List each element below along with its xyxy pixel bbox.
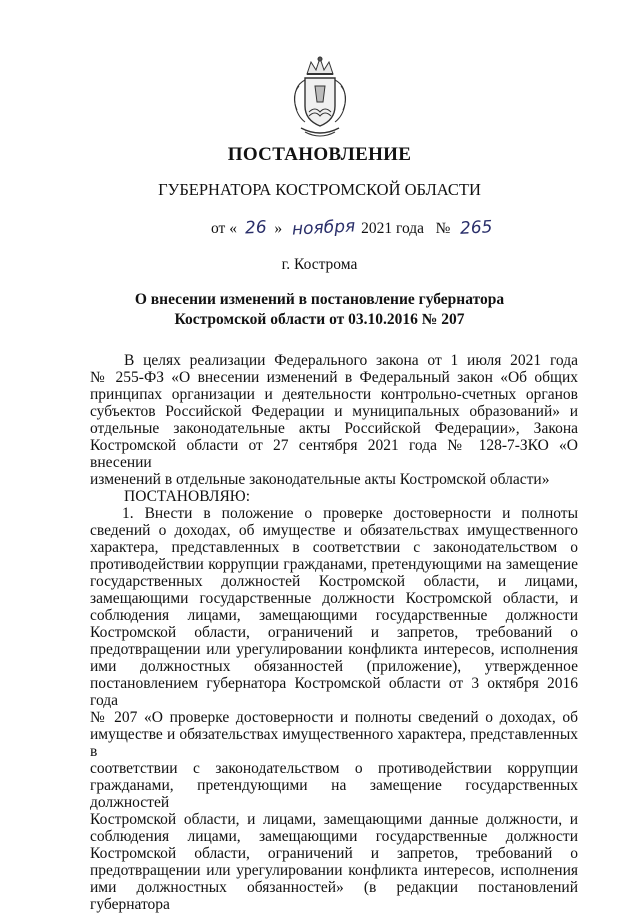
- handwritten-number: 265: [459, 217, 494, 239]
- heading-line: О внесении изменений в постановление губернатора: [134, 291, 505, 308]
- body-line: гражданами, претендующими на замещение государственных должностей: [90, 777, 578, 811]
- body-line: государственных должностей Костромской области, и лицами,: [90, 573, 578, 590]
- document-body: [90, 352, 578, 913]
- city-line: г. Кострома: [281, 256, 358, 273]
- body-line: принципах организации и деятельности контрольно-счетных органов: [90, 386, 578, 403]
- body-line: ими должностных обязанностей» (в редакции постановлений губернатора: [90, 879, 578, 913]
- body-line: № 207 «О проверке достоверности и полноты сведений о доходах, об: [90, 709, 578, 726]
- date-year: 2021 года: [361, 220, 425, 237]
- body-line: имуществе и обязательствах имущественного характера, представленных в: [90, 726, 578, 760]
- body-line: предотвращении или урегулировании конфликта интересов, исполнения: [90, 641, 578, 658]
- body-line: ими должностных обязанностей (приложение), утвержденное: [90, 658, 578, 675]
- body-line: В целях реализации Федерального закона от 1 июля 2021 года: [124, 352, 578, 369]
- body-line: № 255-ФЗ «О внесении изменений в Федеральный закон «Об общих: [90, 369, 578, 386]
- body-line: постановлением губернатора Костромской области от 3 октября 2016 года: [90, 675, 578, 709]
- body-line: предотвращении или урегулировании конфликта интересов, исполнения: [90, 862, 578, 879]
- document-title: ПОСТАНОВЛЕНИЕ: [227, 144, 412, 165]
- body-line: ПОСТАНОВЛЯЮ:: [124, 488, 251, 505]
- body-line: 1. Внести в положение о проверке достоверности и полноты: [122, 505, 578, 522]
- heading-line: Костромской области от 03.10.2016 № 207: [174, 311, 465, 328]
- body-line: соблюдения лицами, замещающими государственные должности: [90, 607, 578, 624]
- body-line: изменений в отдельные законодательные акты Костромской области»: [90, 471, 550, 488]
- body-line: характера, представленных в соответствии с законодательством о: [90, 539, 578, 556]
- body-line: противодействии коррупции гражданами, претендующими на замещение: [90, 556, 578, 573]
- date-mid: »: [274, 220, 283, 237]
- coat-of-arms-icon: [285, 56, 355, 142]
- date-number-line: [211, 218, 493, 238]
- body-line: сведений о доходах, об имуществе и обязательствах имущественного: [90, 522, 578, 539]
- document-heading: [0, 290, 639, 330]
- handwritten-day: 26: [244, 217, 267, 239]
- body-line: Костромской области, ограничений и запретов, требований о: [90, 624, 578, 641]
- body-line: соблюдения лицами, замещающими государственные должности: [90, 828, 578, 845]
- body-line: отдельные законодательные акты Российской Федерации», Закона: [90, 420, 578, 437]
- body-line: Костромской области от 27 сентября 2021 года № 128-7-ЗКО «О внесении: [90, 437, 578, 471]
- body-line: Костромской области, и лицами, замещающими данные должности, и: [90, 811, 578, 828]
- body-line: соответствии с законодательством о противодействии коррупции: [90, 760, 578, 777]
- issuer-title: ГУБЕРНАТОРА КОСТРОМСКОЙ ОБЛАСТИ: [158, 180, 481, 199]
- date-prefix: от «: [211, 220, 237, 237]
- handwritten-month: ноября: [291, 216, 356, 240]
- body-line: субъектов Российской Федерации и муниципальных образований» и: [90, 403, 578, 420]
- body-line: замещающими государственные должности Костромской области, и: [90, 590, 578, 607]
- body-line: Костромской области, ограничений и запретов, требований о: [90, 845, 578, 862]
- number-sign: №: [435, 220, 451, 237]
